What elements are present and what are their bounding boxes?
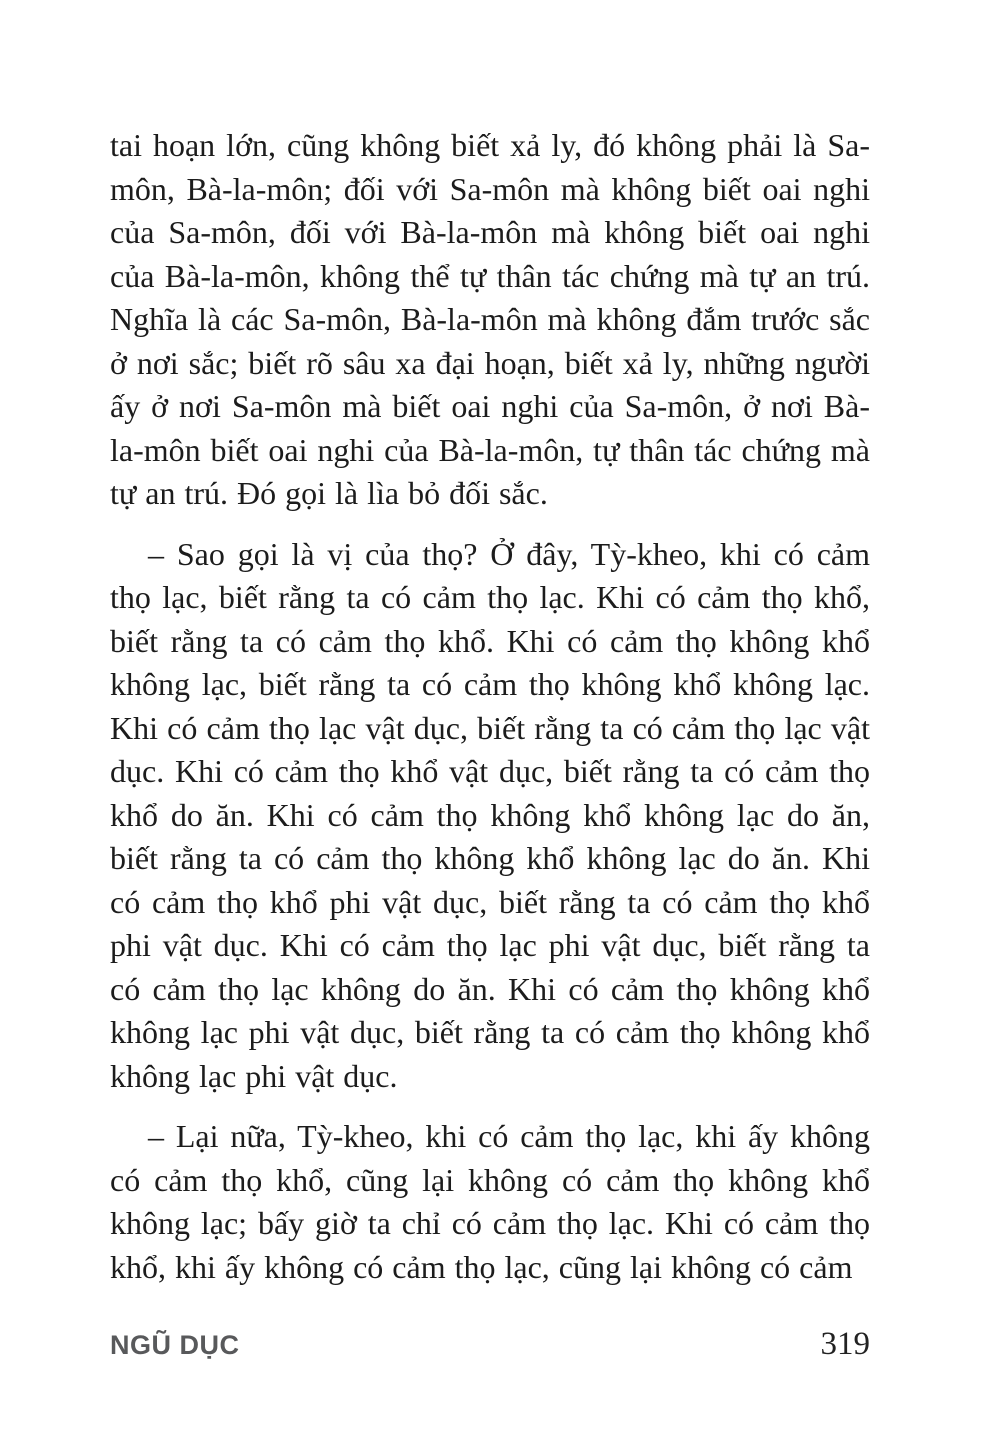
body-paragraph: tai hoạn lớn, cũng không biết xả ly, đó không phải là Sa-môn, Bà-la-môn; đối với Sa-môn mà không biết oai nghi của Sa-môn, đối với Bà-la-môn mà không biết oai nghi của Bà-la-môn, không thể tự thân tác chứng mà tự an trú. Nghĩa là các Sa-môn, Bà-la-môn mà không đắm trước sắc ở nơi sắc; biết rõ sâu xa đại hoạn, biết xả ly, những người ấy ở nơi Sa-môn mà biết oai nghi của Sa-môn, ở nơi Bà-la-môn biết oai nghi của Bà-la-môn, tự thân tác chứng mà tự an trú. Đó gọi là lìa bỏ đối sắc.	[110, 127, 870, 511]
page-footer	[110, 1326, 870, 1363]
page-body-text	[110, 124, 870, 1306]
page-number: 319	[820, 1326, 870, 1362]
body-paragraph: – Sao gọi là vị của thọ? Ở đây, Tỳ-kheo, khi có cảm thọ lạc, biết rằng ta có cảm thọ lạc. Khi có cảm thọ khổ, biết rằng ta có cảm thọ khổ. Khi có cảm thọ không khổ không lạc, biết rằng ta có cảm thọ không khổ không lạc. Khi có cảm thọ lạc vật dục, biết rằng ta có cảm thọ lạc vật dục. Khi có cảm thọ khổ vật dục, biết rằng ta có cảm thọ khổ do ăn. Khi có cảm thọ không khổ không lạc do ăn, biết rằng ta có cảm thọ không khổ không lạc do ăn. Khi có cảm thọ khổ phi vật dục, biết rằng ta có cảm thọ khổ phi vật dục. Khi có cảm thọ lạc phi vật dục, biết rằng ta có cảm thọ lạc không do ăn. Khi có cảm thọ không khổ không lạc phi vật dục, biết rằng ta có cảm thọ không khổ không lạc phi vật dục.	[110, 535, 870, 1094]
body-paragraph: – Lại nữa, Tỳ-kheo, khi có cảm thọ lạc, khi ấy không có cảm thọ khổ, cũng lại không có cảm thọ không khổ không lạc; bấy giờ ta chỉ có cảm thọ lạc. Khi có cảm thọ khổ, khi ấy không có cảm thọ lạc, cũng lại không có cảm	[110, 1118, 870, 1285]
running-title: NGŨ DỤC	[110, 1330, 240, 1360]
